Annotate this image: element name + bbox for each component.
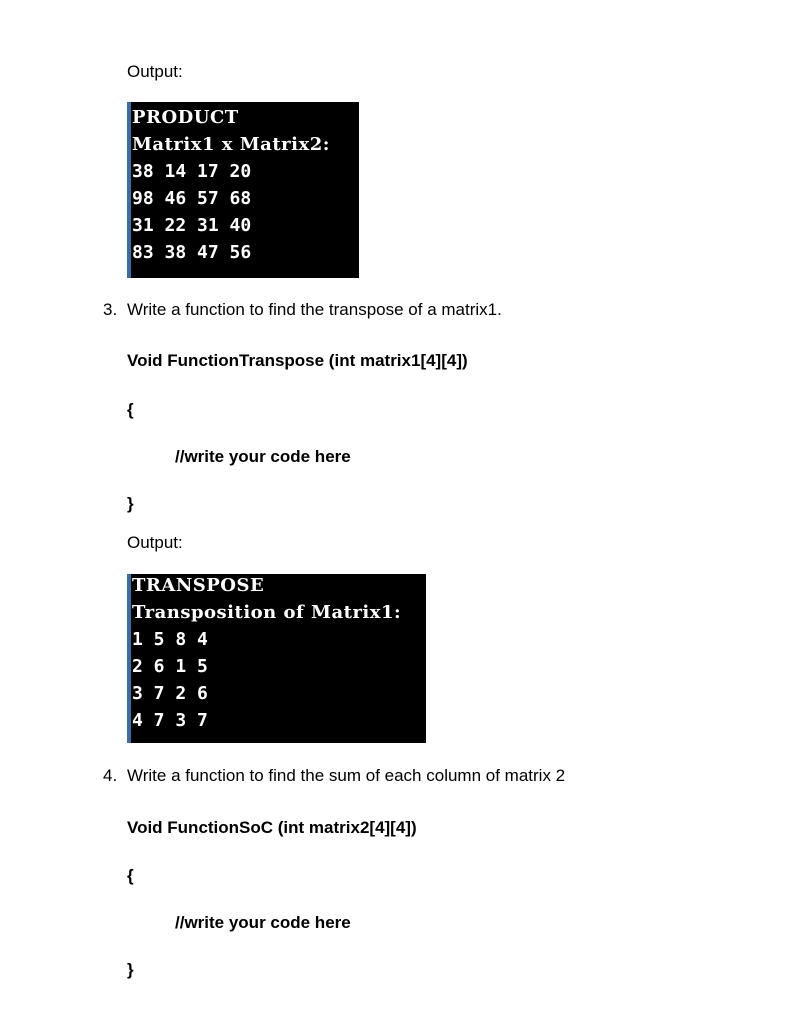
- console-title: TRANSPOSE: [132, 575, 265, 596]
- close-brace: }: [127, 960, 134, 979]
- question-number: 3.: [103, 300, 118, 319]
- output-label: Output:: [127, 533, 183, 552]
- console-title: PRODUCT: [132, 107, 239, 128]
- open-brace: {: [127, 400, 134, 419]
- question-text: Write a function to find the transpose of a matrix1.: [127, 300, 502, 319]
- code-comment: //write your code here: [175, 447, 351, 466]
- console-row: 2 6 1 5: [132, 656, 208, 677]
- console-row: 3 7 2 6: [132, 683, 208, 704]
- console-subtitle: Transposition of Matrix1:: [132, 602, 402, 623]
- question-number: 4.: [103, 766, 118, 785]
- output-label: Output:: [127, 62, 183, 81]
- close-brace: }: [127, 494, 134, 513]
- function-signature: Void FunctionSoC (int matrix2[4][4]): [127, 818, 417, 837]
- console-row: 98 46 57 68: [132, 188, 252, 209]
- console-row: 4 7 3 7: [132, 710, 208, 731]
- console-row: 1 5 8 4: [132, 629, 208, 650]
- console-row: 38 14 17 20: [132, 161, 252, 182]
- open-brace: {: [127, 866, 134, 885]
- console-row: 83 38 47 56: [132, 242, 252, 263]
- console-subtitle: Matrix1 x Matrix2:: [132, 134, 330, 155]
- console-row: 31 22 31 40: [132, 215, 252, 236]
- transpose-console: [127, 574, 426, 743]
- function-signature: Void FunctionTranspose (int matrix1[4][4]): [127, 351, 468, 370]
- question-text: Write a function to find the sum of each column of matrix 2: [127, 766, 566, 785]
- product-console: [127, 102, 359, 278]
- code-comment: //write your code here: [175, 913, 351, 932]
